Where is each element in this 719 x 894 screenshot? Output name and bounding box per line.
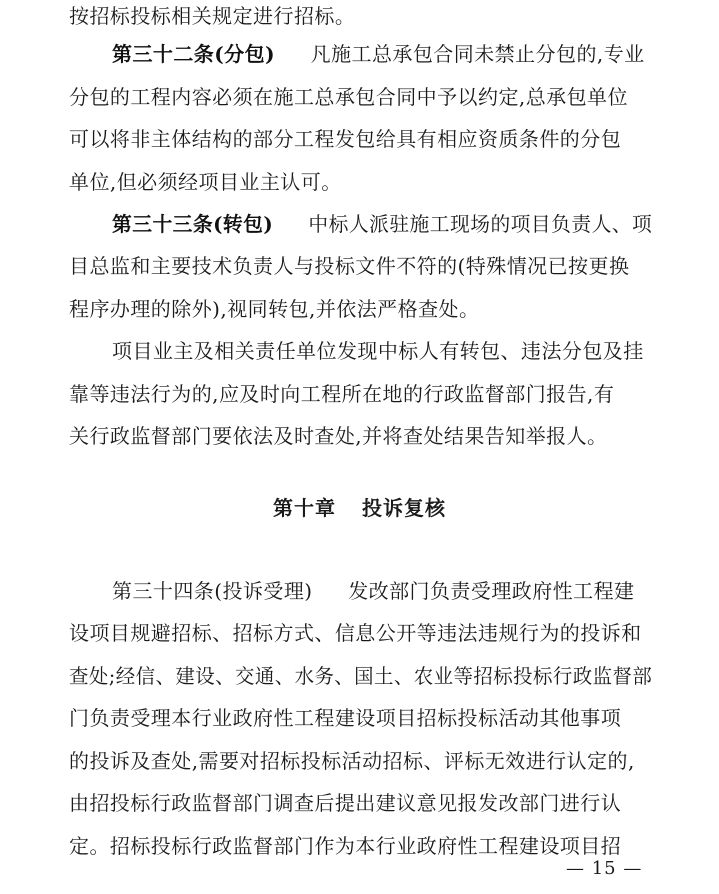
text-line: 查处;经信、建设、交通、水务、国土、农业等招标投标行政监督部 — [69, 664, 653, 688]
page-number: — 15 — — [566, 858, 643, 879]
text-line: 按招标投标相关规定进行招标。 — [69, 4, 356, 28]
text-line: 定。招标投标行政监督部门作为本行业政府性工程建设项目招 — [69, 834, 622, 858]
text-line: 目总监和主要技术负责人与投标文件不符的(特殊情况已按更换 — [69, 254, 630, 278]
article-34-title: 第三十四条(投诉受理) — [112, 579, 313, 603]
article-33-title: 第三十三条(转包) — [112, 212, 274, 236]
text-line: 的投诉及查处,需要对招标投标活动招标、评标无效进行认定的, — [69, 749, 635, 773]
text-line: 单位,但必须经项目业主认可。 — [69, 170, 342, 194]
chapter-number: 第十章 — [273, 496, 336, 520]
text-line: 项目业主及相关责任单位发现中标人有转包、违法分包及挂 — [112, 339, 644, 363]
text-line: 设项目规避招标、招标方式、信息公开等违法违规行为的投诉和 — [69, 621, 642, 645]
article-32-line: 第三十二条(分包) 凡施工总承包合同未禁止分包的,专业 — [112, 42, 645, 66]
text-line: 程序办理的除外),视同转包,并依法严格查处。 — [69, 297, 480, 321]
text-line: 关行政监督部门要依法及时查处,并将查处结果告知举报人。 — [69, 424, 608, 448]
text-line: 可以将非主体结构的部分工程发包给具有相应资质条件的分包 — [69, 127, 622, 151]
text-line: 靠等违法行为的,应及时向工程所在地的行政监督部门报告,有 — [69, 382, 615, 406]
text-line: 由招投标行政监督部门调查后提出建议意见报发改部门进行认 — [69, 791, 622, 815]
text-line: 门负责受理本行业政府性工程建设项目招标投标活动其他事项 — [69, 706, 622, 730]
text-line: 分包的工程内容必须在施工总承包合同中予以约定,总承包单位 — [69, 85, 628, 109]
article-32-title: 第三十二条(分包) — [112, 42, 275, 66]
article-33-line: 第三十三条(转包) 中标人派驻施工现场的项目负责人、项 — [112, 212, 653, 236]
chapter-heading — [0, 496, 719, 520]
article-34-line: 第三十四条(投诉受理) 发改部门负责受理政府性工程建 — [112, 579, 635, 603]
chapter-title: 投诉复核 — [362, 496, 446, 520]
